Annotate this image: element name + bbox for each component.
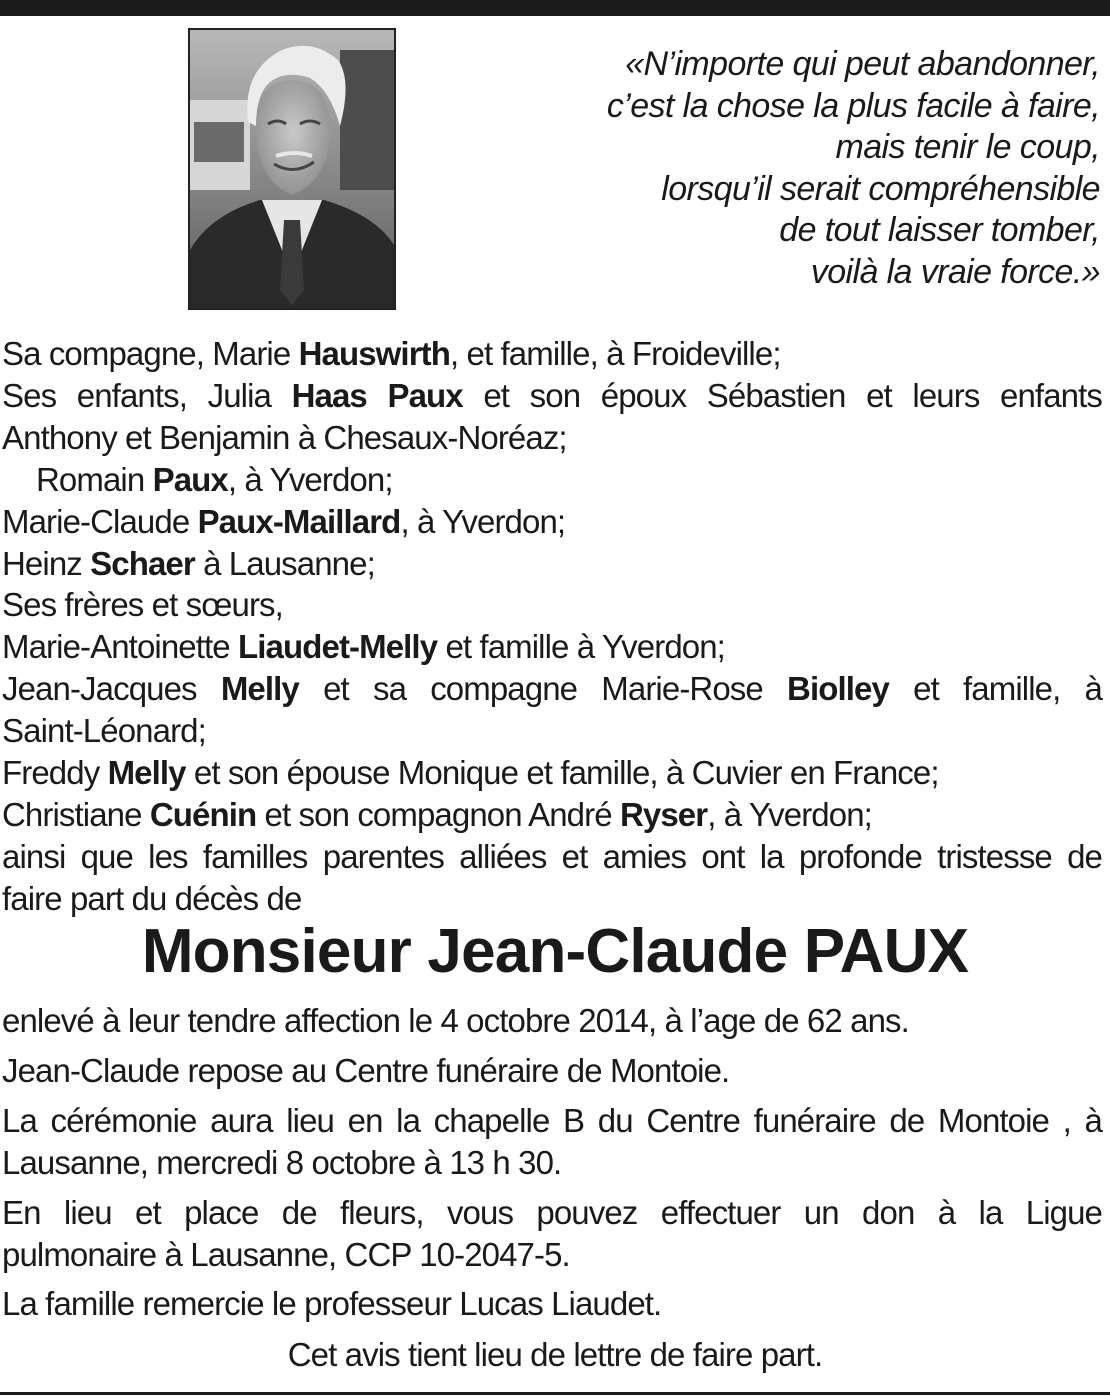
family-line: Jean-Jacques Melly et sa compagne Marie-Rose Biolley et famille, à [2,670,1102,708]
family-line: Ses enfants, Julia Haas Paux et son époux Sébastien et leurs enfants [2,376,1102,414]
epigraph-quote [540,44,1100,293]
top-rule [0,0,1110,16]
family-line: ainsi que les familles parentes alliées et amies ont la profonde tristesse de [2,837,1102,875]
family-line: Christiane Cuénin et son compagnon André Ryser, à Yverdon; [2,795,872,833]
family-line: Heinz Schaer à Lausanne; [2,544,375,582]
details-paragraph: Jean-Claude repose au Centre funéraire de Montoie. [2,1051,730,1089]
quote-line: mais tenir le coup, [835,128,1100,166]
details-paragraph: enlevé à leur tendre affection le 4 octobre 2014, à l’age de 62 ans. [2,1002,909,1039]
family-announcement [2,333,1102,920]
quote-line: lorsqu’il serait compréhensible [661,169,1100,208]
family-line: Anthony et Benjamin à Chesaux-Noréaz; [2,418,567,456]
details-paragraph: La cérémonie aura lieu en la chapelle B du Centre funéraire de Montoie , à Lausanne, mercredi 8 octobre à 13 h 30. [2,1101,1102,1181]
details-paragraph: En lieu et place de fleurs, vous pouvez effectuer un don à la Ligue pulmonaire à Lausanne, CCP 10-2047-5. [2,1193,1102,1273]
quote-line: c’est la chose la plus facile à faire, [606,86,1100,125]
family-line: Marie-Claude Paux-Maillard, à Yverdon; [2,502,566,540]
quote-line: «N’importe qui peut abandonner, [625,45,1100,83]
portrait-photo [188,28,396,310]
family-line: Romain Paux, à Yverdon; [36,460,393,498]
family-line: Freddy Melly et son épouse Monique et famille, à Cuvier en France; [2,754,939,792]
deceased-name: Monsieur Jean-Claude PAUX [141,917,969,986]
family-line: Ses frères et sœurs, [2,586,283,624]
family-line: Saint-Léonard; [2,712,206,750]
details-paragraph: La famille remercie le professeur Lucas Liaudet. [2,1285,662,1323]
quote-line: de tout laisser tomber, [779,211,1100,249]
family-line: Sa compagne, Marie Hauswirth, et famille, à Froideville; [2,335,781,372]
funeral-details [2,1000,1102,1333]
closing-note: Cet avis tient lieu de lettre de faire part. [287,1336,823,1373]
family-line: faire part du décès de [2,879,302,917]
family-line: Marie-Antoinette Liaudet-Melly et famille à Yverdon; [2,628,725,666]
bottom-rule [0,1392,1110,1395]
quote-line: voilà la vraie force.» [810,252,1100,291]
